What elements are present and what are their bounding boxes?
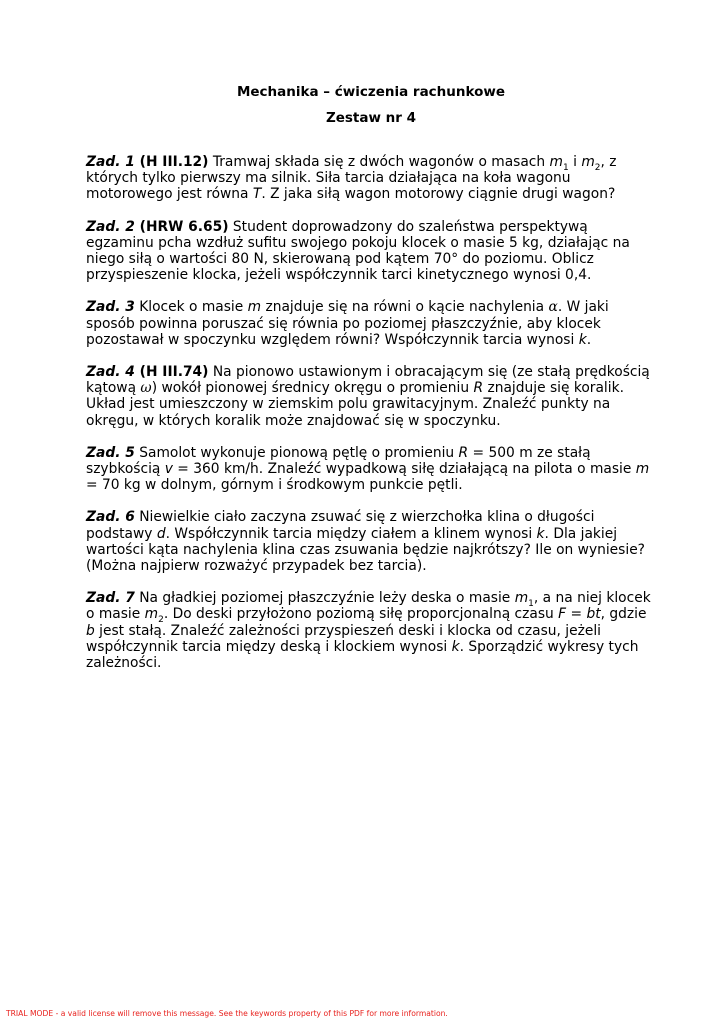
problem-6: Zad. 6 Niewielkie ciało zaczyna zsuwać się z wierzchołka klina o długości podstawy d. Współczynnik tarcia między ciałem a klinem wynosi k. Dla jakiej wartości kąta nachylenia klina czas zsuwania będzie najkrótszy? Ile on wyniesie? (Można najpierw rozważyć przypadek bez tarcia). <box>86 509 646 575</box>
problem-4: Zad. 4 (H III.74) Na pionowo ustawionym i obracającym się (ze stałą prędkością kątową ω) wokół pionowej średnicy okręgu o promieniu R znajduje się koralik. Układ jest umieszczony w ziemskim polu grawitacyjnym. Znaleźć punkty na okręgu, w których koralik może znajdować się w spoczynku. <box>86 364 650 429</box>
problem-3: Zad. 3 Klocek o masie m znajduje się na równi o kącie nachylenia α. W jaki sposób powinna poruszać się równia po poziomej płaszczyźnie, aby klocek pozostawał w spoczynku względem równi? Współczynnik tarcia wynosi k. <box>86 299 609 348</box>
problem-label: Zad. 4 (H III.74) <box>86 364 209 381</box>
document-page <box>86 82 656 671</box>
problem-label: Zad. 5 <box>86 444 135 461</box>
problem-label: Zad. 7 <box>86 590 135 607</box>
problem-2: Zad. 2 (HRW 6.65) Student doprowadzony do szaleństwa perspektywą egzaminu pcha wzdłuż sufitu swojego pokoju klocek o masie 5 kg, działając na niego siłą o wartości 80 N, skierowaną pod kątem 70° do poziomu. Oblicz przyspieszenie klocka, jeżeli współczynnik tarci kinetycznego wynosi 0,4. <box>86 218 630 284</box>
problem-label: Zad. 1 (H III.12) <box>86 154 209 170</box>
problem-5: Zad. 5 Samolot wykonuje pionową pętlę o promieniu R = 500 m ze stałą szybkością v = 360 km/h. Znaleźć wypadkową siłę działającą na pilota o masie m = 70 kg w dolnym, górnym i środkowym punkcie pętli. <box>86 444 650 494</box>
problem-1: Zad. 1 (H III.12) Tramwaj składa się z dwóch wagonów o masach $m_1$ i $m_2$, z których tylko pierwszy ma silnik. Siła tarcia działająca na koła wagonu motorowego jest równa T. Z jaka siłą wagon motorowy ciągnie drugi wagon? <box>86 154 617 203</box>
problem-label: Zad. 3 <box>86 299 135 316</box>
problem-label: Zad. 6 <box>86 509 135 526</box>
trial-mode-notice: TRIAL MODE - a valid license will remove this message. See the keywords property of this PDF for more information. <box>6 1009 448 1018</box>
document-title: Mechanika – ćwiczenia rachunkowe <box>236 84 506 100</box>
problem-label: Zad. 2 (HRW 6.65) <box>86 218 229 235</box>
document-subtitle: Zestaw nr 4 <box>325 110 417 126</box>
problem-7: Zad. 7 Na gładkiej poziomej płaszczyźnie leży deska o masie $m_1$, a na niej klocek o masie $m_2$. Do deski przyłożono poziomą siłę proporcjonalną czasu F = bt, gdzie b jest stałą. Znaleźć zależności przyspieszeń deski i klocka od czasu, jeżeli współczynnik tarcia między deską i klockiem wynosi k. Sporządzić wykresy tych zależności. <box>86 590 651 672</box>
